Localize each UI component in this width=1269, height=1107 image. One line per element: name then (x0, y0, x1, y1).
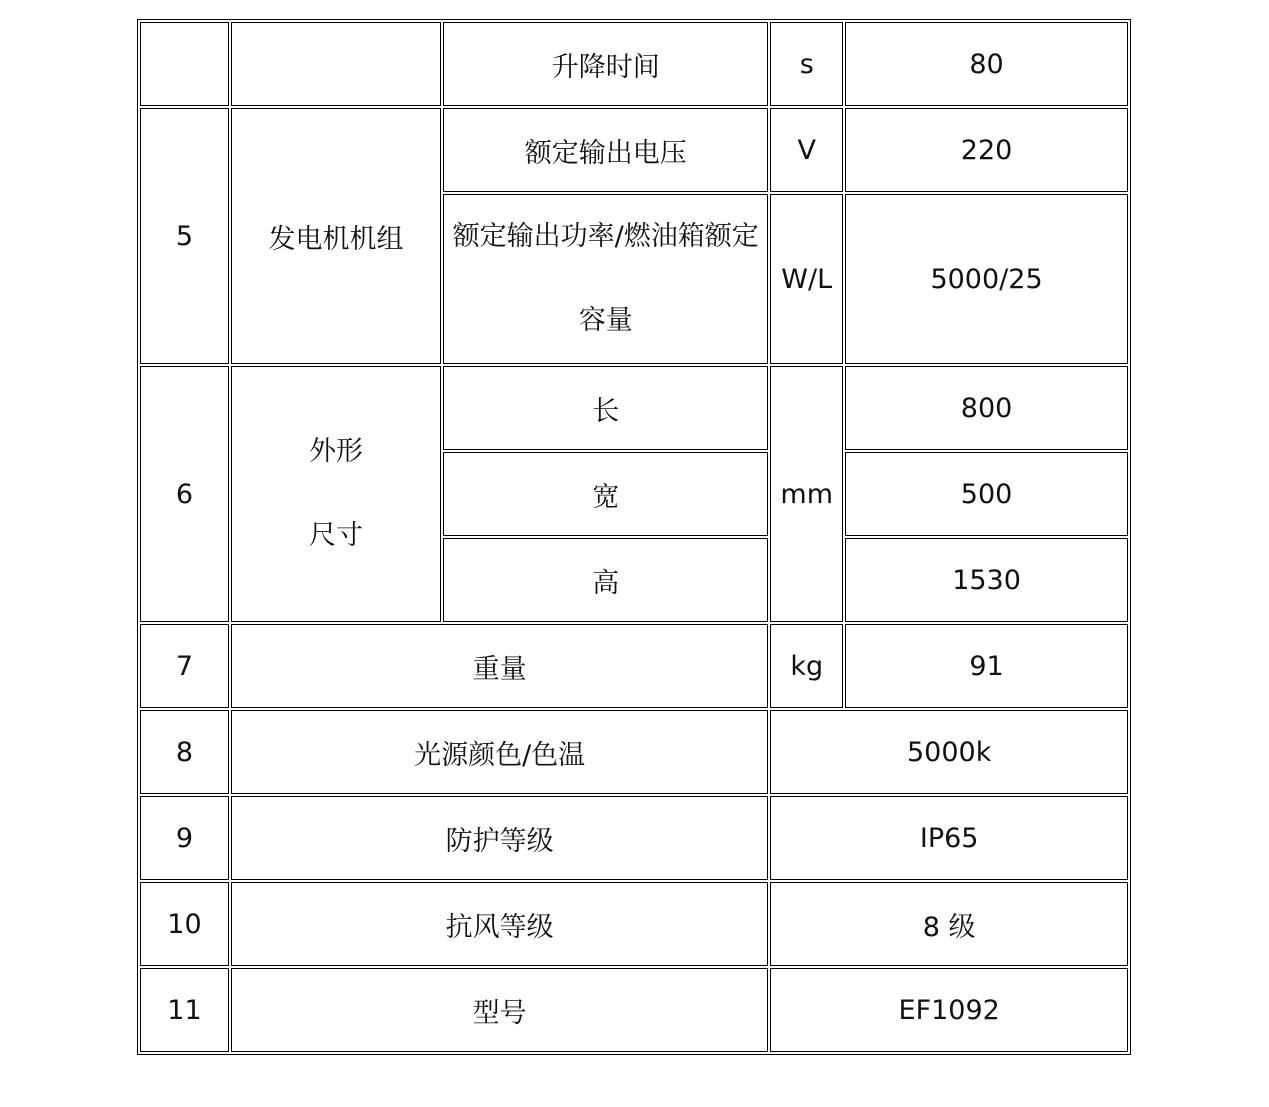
table-row (140, 108, 1128, 192)
table-row (140, 366, 1128, 450)
value-cell (845, 538, 1128, 622)
table-row (140, 710, 1128, 794)
group-cell (231, 108, 441, 364)
value-cell (845, 194, 1128, 364)
value-cell (845, 624, 1128, 708)
param-label: 型号 (472, 997, 527, 1029)
no-cell (140, 108, 229, 364)
group-cell (231, 366, 441, 622)
param-cell (443, 366, 768, 450)
value-cell (845, 366, 1128, 450)
unit-label: mm (780, 478, 834, 510)
param-cell (443, 108, 768, 192)
value-cell (845, 22, 1128, 106)
value-label: 5000/25 (930, 263, 1043, 295)
group-label: 发电机机组 (268, 223, 404, 255)
param-cell (443, 538, 768, 622)
param-cell (231, 882, 768, 966)
param-cell (443, 22, 768, 106)
value-cell (845, 108, 1128, 192)
value-cell (845, 452, 1128, 536)
group-label-line2: 尺寸 (308, 520, 363, 551)
param-label: 抗风等级 (445, 911, 554, 943)
table-row (140, 624, 1128, 708)
param-label: 宽 (592, 481, 620, 513)
spec-table (137, 19, 1131, 1055)
no-cell (140, 22, 229, 106)
param-label: 额定输出电压 (524, 137, 687, 169)
value-label: 220 (960, 134, 1013, 166)
value-label: IP65 (919, 822, 979, 854)
param-cell (231, 624, 768, 708)
param-label-line2: 容量 (578, 305, 633, 336)
no-cell (140, 624, 229, 708)
param-label: 长 (592, 395, 620, 427)
value-cell (770, 796, 1128, 880)
row-number: 8 (175, 736, 194, 768)
unit-cell (770, 366, 843, 622)
no-cell (140, 710, 229, 794)
value-label: 91 (969, 650, 1004, 682)
param-label: 光源颜色/色温 (414, 739, 586, 771)
unit-label: s (799, 48, 814, 80)
param-label-line1: 额定输出功率/燃油箱额定 (452, 221, 759, 252)
unit-label: V (797, 134, 816, 166)
param-cell (443, 194, 768, 364)
row-number: 11 (167, 994, 202, 1026)
param-label: 高 (592, 567, 620, 599)
value-cell (770, 882, 1128, 966)
value-label: 800 (960, 392, 1013, 424)
unit-cell (770, 108, 843, 192)
no-cell (140, 968, 229, 1052)
table-row (140, 796, 1128, 880)
param-cell (231, 968, 768, 1052)
unit-cell (770, 22, 843, 106)
value-cell (770, 968, 1128, 1052)
value-cell (770, 710, 1128, 794)
unit-cell (770, 194, 843, 364)
value-label: EF1092 (898, 994, 1000, 1026)
param-label: 防护等级 (445, 825, 554, 857)
row-number: 9 (175, 822, 194, 854)
param-cell (231, 796, 768, 880)
value-label: 8 级 (922, 911, 976, 943)
row-number: 10 (167, 908, 202, 940)
row-number: 7 (175, 650, 194, 682)
unit-label: W/L (781, 263, 833, 295)
unit-label: kg (790, 650, 824, 682)
no-cell (140, 366, 229, 622)
param-cell (231, 710, 768, 794)
unit-cell (770, 624, 843, 708)
param-label: 升降时间 (551, 51, 660, 83)
table-row (140, 22, 1128, 106)
group-label-line1: 外形 (308, 436, 363, 467)
value-label: 5000k (907, 736, 992, 768)
value-label: 1530 (952, 564, 1021, 596)
value-label: 500 (960, 478, 1013, 510)
group-cell (231, 22, 441, 106)
value-label: 80 (969, 48, 1004, 80)
no-cell (140, 796, 229, 880)
param-label: 重量 (472, 653, 527, 685)
table-row (140, 968, 1128, 1052)
row-number: 6 (175, 478, 194, 510)
no-cell (140, 882, 229, 966)
row-number: 5 (175, 220, 194, 252)
table-row (140, 882, 1128, 966)
param-cell (443, 452, 768, 536)
